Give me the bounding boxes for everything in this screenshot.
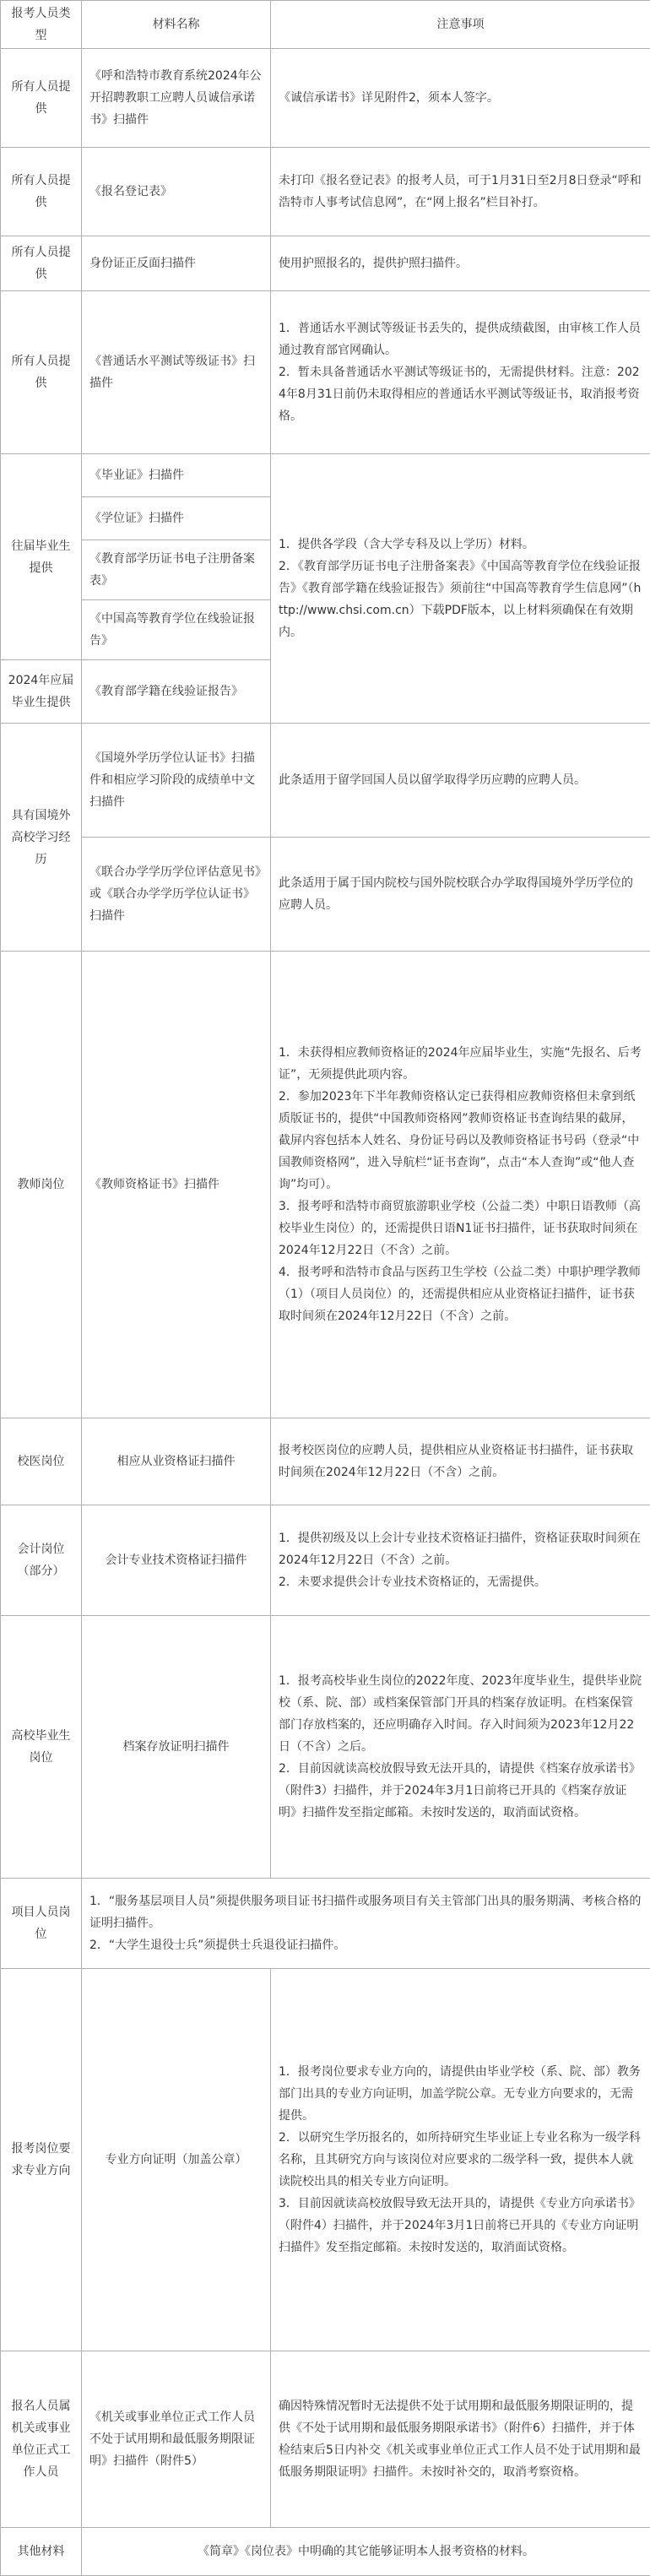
note-line: 1．未获得相应教师资格证的2024年应届毕业生，实施“先报名、后考证”，无须提供此项内容。 xyxy=(279,1042,642,1086)
table-row xyxy=(1,148,650,236)
note-line: 2．参加2023年下半年教师资格认定已获得相应教师资格但未拿到纸质版证书的，提供“中国教师资格网”教师资格证书查询结果的截屏，截屏内容包括本人姓名、身份证号码以及教师资格证书号码（登录“中国教师资格网”，进入导航栏“证书查询”，点击“本人查询”或“他人查询”均可）。 xyxy=(279,1086,642,1196)
row-category: 教师岗位 xyxy=(1,952,82,1418)
note-line: 确因特殊情况暂时无法提供不处于试用期和最低服务期限证明的，提供《不处于试用期和最低服务期限承诺书》（附件6）扫描件，并于体检结束后5日内补交《机关或事业单位正式工作人员不处于试用期和最低服务期限证明》扫描件。未按时补交的，取消考察资格。 xyxy=(279,2395,642,2483)
row-category: 所有人员提供 xyxy=(1,236,82,291)
row-notes xyxy=(271,454,650,724)
row-category: 高校毕业生岗位 xyxy=(1,1616,82,1879)
table-row xyxy=(1,724,650,838)
row-material: 《教育部学历证书电子注册备案表》 xyxy=(82,540,271,600)
note-line: 2．暂未具备普通话水平测试等级证书的，无需提供材料。注意：2024年8月31日前仍未取得相应的普通话水平测试等级证书，取消报考资格。 xyxy=(279,361,642,427)
row-material: 《学位证》扫描件 xyxy=(82,497,271,540)
table-row xyxy=(1,291,650,454)
note-line: 1．提供初级及以上会计专业技术资格证扫描件，资格证获取时间须在2024年12月22日（不含）之前。 xyxy=(279,1527,642,1571)
row-notes: 《简章》《岗位表》中明确的其它能够证明本人报考资格的材料。 xyxy=(82,2528,650,2576)
row-notes xyxy=(271,1969,650,2351)
row-material: 身份证正反面扫描件 xyxy=(82,236,271,291)
header-material: 材料名称 xyxy=(82,1,271,49)
row-notes xyxy=(271,724,650,838)
row-material: 《毕业证》扫描件 xyxy=(82,454,271,497)
note-line: 未打印《报名登记表》的报考人员，可于1月31日至2月8日登录“呼和浩特市人事考试信息网”，在“网上报名”栏目补打。 xyxy=(279,170,642,214)
table-row xyxy=(1,2528,650,2576)
table-row xyxy=(1,1969,650,2351)
note-line: 1．报考高校毕业生岗位的2022年度、2023年度毕业生，提供毕业院校（系、院、部）或档案保管部门开具的档案存放证明。在档案保管部门存放档案的，还应明确存入时间。存入时间须为2023年12月22日（不含）之后。 xyxy=(279,1670,642,1758)
row-notes xyxy=(271,1418,650,1505)
row-notes xyxy=(271,1505,650,1616)
row-category: 报名人员属机关或事业单位正式工作人员 xyxy=(1,2351,82,2528)
row-category: 报考岗位要求专业方向 xyxy=(1,1969,82,2351)
row-category: 所有人员提供 xyxy=(1,148,82,236)
row-material: 《机关或事业单位正式工作人员不处于试用期和最低服务期限证明》扫描件（附件5） xyxy=(82,2351,271,2528)
note-line: 使用护照报名的，提供护照扫描件。 xyxy=(279,252,642,274)
row-material: 会计专业技术资格证扫描件 xyxy=(82,1505,271,1616)
row-material: 档案存放证明扫描件 xyxy=(82,1616,271,1879)
row-material: 《报名登记表》 xyxy=(82,148,271,236)
row-notes xyxy=(271,291,650,454)
row-material: 《教师资格证书》扫描件 xyxy=(82,952,271,1418)
row-material: 《呼和浩特市教育系统2024年公开招聘教职工应聘人员诚信承诺书》扫描件 xyxy=(82,49,271,148)
row-category: 所有人员提供 xyxy=(1,49,82,148)
note-line: 《诚信承诺书》详见附件2，须本人签字。 xyxy=(279,87,642,109)
row-material: 《联合办学学历学位评估意见书》或《联合办学学历学位认证书》扫描件 xyxy=(82,838,271,952)
row-material: 《普通话水平测试等级证书》扫描件 xyxy=(82,291,271,454)
row-notes xyxy=(271,148,650,236)
row-material: 《教育部学籍在线验证报告》 xyxy=(82,660,271,724)
header-category: 报考人员类型 xyxy=(1,1,82,49)
note-line: 此条适用于留学回国人员以留学取得学历应聘的应聘人员。 xyxy=(279,769,642,791)
row-category: 2024年应届毕业生提供 xyxy=(1,660,82,724)
row-notes xyxy=(271,838,650,952)
row-category: 项目人员岗位 xyxy=(1,1879,82,1969)
note-line: 2．未要求提供会计专业技术资格证的，无需提供。 xyxy=(279,1571,642,1593)
table-row xyxy=(1,1879,650,1969)
table-row xyxy=(1,454,650,497)
row-material: 《中国高等教育学位在线验证报告》 xyxy=(82,600,271,660)
row-material: 相应从业资格证扫描件 xyxy=(82,1418,271,1505)
row-category: 校医岗位 xyxy=(1,1418,82,1505)
note-line: 报考校医岗位的应聘人员，提供相应从业资格证书扫描件，证书获取时间须在2024年12月22日（不含）之前。 xyxy=(279,1440,642,1483)
row-category: 具有国境外高校学习经历 xyxy=(1,724,82,952)
row-notes xyxy=(82,1879,650,1969)
table-row xyxy=(1,1505,650,1616)
note-line: 4．报考呼和浩特市食品与医药卫生学校（公益二类）中职护理学教师（1）（项目人员岗位）的，还需提供相应从业资格证扫描件，证书获取时间须在2024年12月22日（不含）之前。 xyxy=(279,1261,642,1327)
row-category: 其他材料 xyxy=(1,2528,82,2576)
note-line: 3．报考呼和浩特市商贸旅游职业学校（公益二类）中职日语教师（高校毕业生岗位）的，还需提供日语N1证书扫描件，证书获取时间须在2024年12月22日（不含）之前。 xyxy=(279,1196,642,1261)
row-notes xyxy=(271,2351,650,2528)
note-line: 1．“服务基层项目人员”须提供服务项目证书扫描件或服务项目有关主管部门出具的服务期满、考核合格的证明扫描件。 xyxy=(89,1890,642,1934)
row-category: 往届毕业生提供 xyxy=(1,454,82,660)
table-row xyxy=(1,1616,650,1879)
note-line: 2．以研究生学历报名的，如所持研究生毕业证上专业名称为一级学科名称，且其研究方向与该岗位对应要求的二级学科一致，提供本人就读院校出具的相关专业方向证明。 xyxy=(279,2127,642,2193)
note-line: 2．《教育部学历证书电子注册备案表》《中国高等教育学位在线验证报告》《教育部学籍在线验证报告》须前往“中国高等教育学生信息网”（http://www.chsi.com.cn）下载PDF版本，以上材料须确保在有效期内。 xyxy=(279,556,642,643)
table-header-row xyxy=(1,1,650,49)
note-line: 此条适用于属于国内院校与国外院校联合办学取得国境外学历学位的应聘人员。 xyxy=(279,872,642,916)
note-line: 2．目前因就读高校放假导致无法开具的，请提供《档案存放承诺书》（附件3）扫描件，并于2024年3月1日前将已开具的《档案存放证明》扫描件发至指定邮箱。未按时发送的，取消面试资格。 xyxy=(279,1758,642,1824)
table-row xyxy=(1,49,650,148)
note-line: 2．“大学生退役士兵”须提供士兵退役证扫描件。 xyxy=(89,1934,642,1956)
table-row xyxy=(1,236,650,291)
row-category: 所有人员提供 xyxy=(1,291,82,454)
table-row xyxy=(1,1418,650,1505)
table-row xyxy=(1,838,650,952)
row-notes xyxy=(271,1616,650,1879)
note-line: 3．目前因就读高校放假导致无法开具的，请提供《专业方向承诺书》（附件4）扫描件，并于2024年3月1日前将已开具的《专业方向证明扫描件》发至指定邮箱。未按时发送的，取消面试资格。 xyxy=(279,2193,642,2259)
row-material: 《国境外学历学位认证书》扫描件和相应学习阶段的成绩单中文扫描件 xyxy=(82,724,271,838)
row-notes xyxy=(271,236,650,291)
row-material: 专业方向证明（加盖公章） xyxy=(82,1969,271,2351)
note-line: 1．报考岗位要求专业方向的，请提供由毕业学校（系、院、部）教务部门出具的专业方向证明，加盖学院公章。无专业方向要求的，无需提供。 xyxy=(279,2061,642,2127)
table-row xyxy=(1,2351,650,2528)
row-notes xyxy=(271,49,650,148)
note-line: 1．普通话水平测试等级证书丢失的，提供成绩截图，由审核工作人员通过教育部官网确认。 xyxy=(279,317,642,361)
header-notes: 注意事项 xyxy=(271,1,650,49)
note-line: 1．提供各学段（含大学专科及以上学历）材料。 xyxy=(279,534,642,556)
row-notes xyxy=(271,952,650,1418)
table-row xyxy=(1,952,650,1418)
row-category: 会计岗位（部分） xyxy=(1,1505,82,1616)
